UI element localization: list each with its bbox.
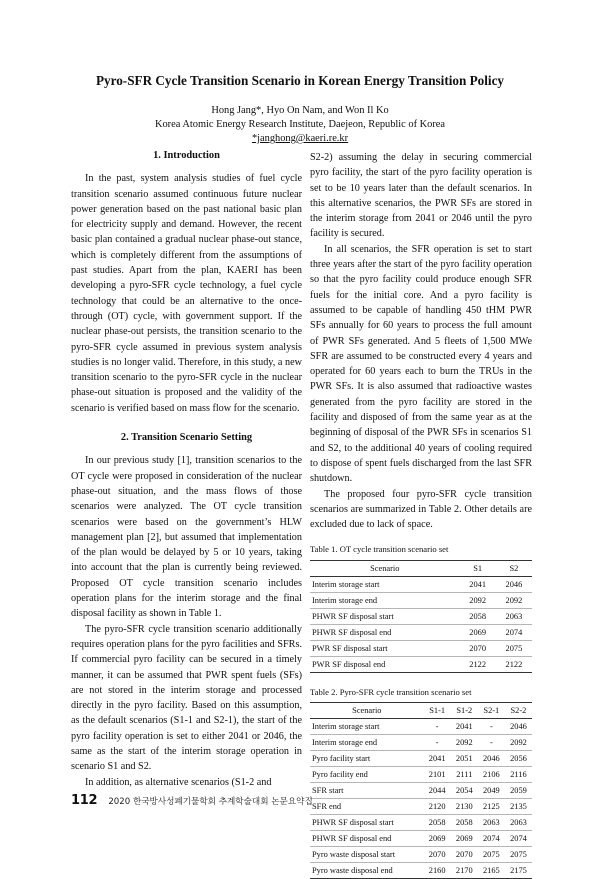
table1-cell: 2074 [496,624,532,640]
table2-row [310,799,532,815]
table2-cell: 2175 [505,863,532,879]
table2-cell: 2106 [478,767,505,783]
table2-row [310,783,532,799]
table2-cell: 2059 [505,783,532,799]
table2-cell: PHWR SF disposal start [310,815,424,831]
right-column [310,150,532,879]
table2-cell: 2074 [505,831,532,847]
proceedings-title: 2020 한국방사성폐기물학회 추계학술대회 논문요약집 [108,797,313,807]
table2-row [310,831,532,847]
table2-cell: 2120 [424,799,451,815]
table2-cell: 2165 [478,863,505,879]
table2-row [310,815,532,831]
table1-cell: PWR SF disposal end [310,656,460,672]
table2-cell: 2041 [451,719,478,735]
table2-cell: 2058 [424,815,451,831]
table2-cell: 2063 [505,815,532,831]
table2-row [310,847,532,863]
table2-cell: 2069 [451,831,478,847]
table2-cell: 2075 [505,847,532,863]
table1-cell: Interim storage start [310,576,460,592]
table-2-header: S1-1 [424,703,451,719]
table2-cell: - [478,719,505,735]
table1-cell: 2122 [496,656,532,672]
table2-cell: Pyro waste disposal end [310,863,424,879]
table2-cell: 2070 [451,847,478,863]
setting-paragraph-5: The proposed four pyro-SFR cycle transition scenarios are summarized in Table 2. Other details are excluded due to lack of space. [310,488,532,531]
table2-cell: Interim storage end [310,735,424,751]
table2-cell: 2054 [451,783,478,799]
table1-cell: 2092 [460,592,496,608]
author-names: Hong Jang*, Hyo On Nam, and Won Il Ko [211,105,389,116]
table-1-header: Scenario [310,560,460,576]
setting-paragraph-3-start: In addition, as alternative scenarios (S1-2 and [85,776,272,788]
author-affiliation: Korea Atomic Energy Research Institute, Daejeon, Republic of Korea [154,119,446,130]
table2-cell: SFR start [310,783,424,799]
table-2-header: S2-1 [478,703,505,719]
table1-row [310,608,532,624]
table2-cell: 2041 [424,751,451,767]
table1-cell: 2075 [496,640,532,656]
table2-cell: 2135 [505,799,532,815]
table2-cell: 2058 [451,815,478,831]
intro-paragraph: In the past, system analysis studies of fuel cycle transition scenario assumed continuous future nuclear power generation based on the past national basic plan for electricity supply and demand. However, the recent basic plan contained a gradual nuclear phase-out stance, which is completely different from the assumptions of past studies. Apart from the plan, KAERI has been developing a pyro-SFR cycle technology, a fuel cycle technology that could be an alternative to the once-through (OT) cycle, with government support. If the nuclear phase-out persists, the transition scenario to the pyro-SFR cycle assumed in previous system analysis studies is no longer valid. Therefore, in this study, a new transition scenario to the pyro-SFR cycle in the nuclear phase-out situation is proposed and the validity of the scenario is verified based on mass flow for the scenario. [71,173,302,414]
table2-row [310,735,532,751]
table-1-header: S1 [460,560,496,576]
table2-cell: 2111 [451,767,478,783]
table1-cell: 2070 [460,640,496,656]
setting-paragraph-3-continued: S2-2) assuming the delay in securing commercial pyro facility, the start of the pyro facility operation is set to be 10 years later than the default scenarios. In this alternative scenarios, the PWR SFs are stored in the interim storage from 2041 or 2046 until the pyro facility is secured. [310,152,532,240]
table2-cell: SFR end [310,799,424,815]
table-2 [310,702,532,879]
table2-cell: Pyro facility end [310,767,424,783]
table2-cell: 2063 [478,815,505,831]
table-2-caption: Table 2. Pyro-SFR cycle transition scenario set [310,686,472,697]
table2-cell: 2170 [451,863,478,879]
table2-cell: 2125 [478,799,505,815]
table2-cell: Pyro facility start [310,751,424,767]
table1-row [310,576,532,592]
table1-row [310,624,532,640]
table1-cell: 2069 [460,624,496,640]
setting-paragraph-2: The pyro-SFR cycle transition scenario additionally requires operation plans for the pyro facilities and SFRs. If commercial pyro facility can be secured in a timely manner, it can be assumed that PWR spent fuels (SFs) are not stored in the interim storage and processed directly in the pyro facility. Based on this assumption, as the default scenarios (S1-1 and S2-1), the start of the pyro facility operation is set to either 2041 or 2046, the same as the start of the interim storage operation in scenario S1 and S2. [71,623,302,773]
table-2-header: S2-2 [505,703,532,719]
paper-title: Pyro-SFR Cycle Transition Scenario in Korean Energy Transition Policy [95,73,505,88]
left-column [71,148,302,790]
table2-cell: 2101 [424,767,451,783]
table2-cell: 2049 [478,783,505,799]
table1-cell: PWR SF disposal start [310,640,460,656]
section-heading-introduction: 1. Introduction [153,150,220,161]
table2-cell: 2046 [478,751,505,767]
table2-row [310,751,532,767]
page-number: 112 [71,793,98,808]
table2-cell: 2074 [478,831,505,847]
table1-row [310,640,532,656]
table1-cell: 2058 [460,608,496,624]
table2-cell: - [424,719,451,735]
table2-cell: 2044 [424,783,451,799]
table1-cell: PHWR SF disposal start [310,608,460,624]
setting-paragraph-1: In our previous study [1], transition scenarios to the OT cycle were proposed in consideration of the nuclear phase-out situation, and the mass flows of those scenarios were analyzed. The OT cycle transition scenarios were based on the government’s HLW management plan [2], but assumed that implementation of the plan would be delayed by 5 or 10 years, taking into account that the plan is currently being reviewed. Proposed OT cycle transition scenario includes operation plans for the interim storage and the final disposal facility as shown in Table 1. [71,455,302,620]
table2-cell: PHWR SF disposal end [310,831,424,847]
table2-cell: - [424,735,451,751]
table2-row [310,719,532,735]
table2-cell: 2069 [424,831,451,847]
table2-cell: Pyro waste disposal start [310,847,424,863]
table1-cell: 2041 [460,576,496,592]
page-footer [71,789,313,808]
table2-cell: 2056 [505,751,532,767]
table2-cell: 2116 [505,767,532,783]
table2-row [310,863,532,879]
table-1 [310,560,532,673]
table1-row [310,656,532,672]
table1-cell: 2063 [496,608,532,624]
table-1-header: S2 [496,560,532,576]
table2-cell: 2092 [451,735,478,751]
table2-cell: 2075 [478,847,505,863]
setting-paragraph-4: In all scenarios, the SFR operation is set to start three years after the start of the pyro facility operation so that the pyro facility could produce enough SFR fuels for the initial core. And a pyro facility is assumed to be capable of handling 450 tHM PWR SFs annually for 60 years to process the full amount of PWR SFs generated. And 5 fleets of 1,500 MWe SFR are assumed to be constructed every 4 years and operated for 60 years each to burn the TRUs in the PWR SFs. It is also assumed that radioactive wastes generated from the pyro facility are stored in the facility and disposed of from the same year as at the beginning of disposal of the PWR SFs in scenarios S1 and S2, to the additional 40 years of cooling required to dispose of spent fuels discharged from the last SFR shutdown. [310,243,532,485]
author-block [0,104,600,146]
table2-row [310,767,532,783]
section-heading-transition-setting: 2. Transition Scenario Setting [120,432,253,444]
table1-cell: 2122 [460,656,496,672]
table2-cell: 2070 [424,847,451,863]
table2-cell: 2051 [451,751,478,767]
table1-cell: 2046 [496,576,532,592]
table2-cell: 2046 [505,719,532,735]
table2-cell: 2092 [505,735,532,751]
table2-cell: - [478,735,505,751]
table2-cell: 2160 [424,863,451,879]
table2-cell: Interim storage start [310,719,424,735]
table-2-header: Scenario [310,703,424,719]
table1-cell: PHWR SF disposal end [310,624,460,640]
table2-cell: 2130 [451,799,478,815]
author-email: *janghong@kaeri.re.kr [251,133,349,144]
table-2-header: S1-2 [451,703,478,719]
table-1-caption: Table 1. OT cycle transition scenario set [310,544,449,555]
table1-cell: Interim storage end [310,592,460,608]
table1-row [310,592,532,608]
table1-cell: 2092 [496,592,532,608]
